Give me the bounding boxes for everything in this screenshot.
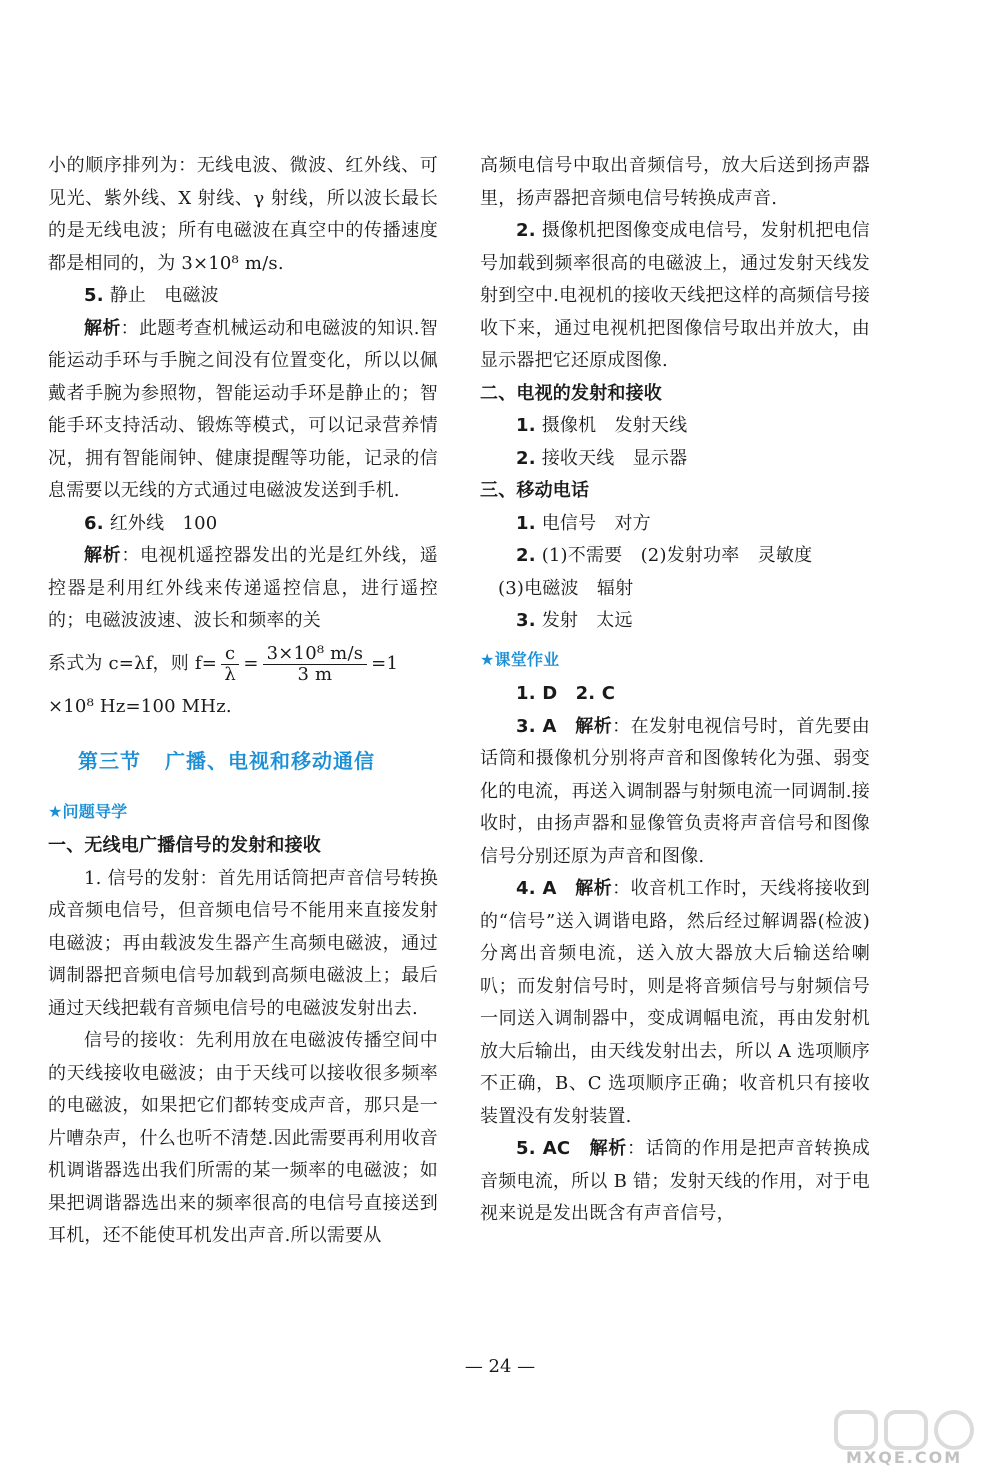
formula-continuation: ×10⁸ Hz=100 MHz. (48, 695, 232, 717)
page-number: — 24 — (464, 1356, 536, 1377)
paragraph-audio-out: 高频电信号中取出音频信号，放大后送到扬声器里，扬声器把音频电信号转换成声音. (480, 155, 870, 209)
mobile-answer-2: 2. (1)不需要 (2)发射功率 灵敏度 (516, 545, 813, 566)
mobile-answer-2-cont: (3)电磁波 辐射 (498, 577, 634, 599)
fraction-c-lambda: $\frac{c}{\lambda}$ (221, 644, 239, 685)
explanation-6: 解析：电视机遥控器发出的光是红外线，遥控器是利用红外线来传递遥控信息，进行遥控的；电磁波波速、波长和频率的关 (48, 545, 438, 631)
tv-answer-2: 2. 接收天线 显示器 (516, 447, 688, 469)
watermark-text: MXQE.COM (846, 1448, 963, 1467)
answer-3: 3. A 解析：在发射电视信号时，首先要由话筒和摄像机分别将声音和图像转化为强、弱变化的电流，再送入调制器与射频电流一同调制.接收时，由扬声器和显像管负责将声音信号和图像信号分别还原为声音和图像. (480, 715, 870, 867)
fraction-speed-wavelength: $\frac{\text{3×10⁸ m/s}}{3 m}$ (263, 644, 368, 685)
heading-problem-guide: ★问题导学 (48, 801, 128, 821)
paragraph-signal-receive: 信号的接收：先利用放在电磁波传播空间中的天线接收电磁波；由于天线可以接收很多频率的电磁波，如果把它们都转变成声音，那只是一片嘈杂声，什么也听不清楚.因此需要再利用收音机调谐器选出我们所需的某一频率的电磁波；如果把调谐器选出来的频率很高的电信号直接送到耳机，还不能使耳机发出声音.所以需要从 (48, 1030, 438, 1246)
left-column (48, 150, 438, 1253)
paragraph-camera: 2. 摄像机把图像变成电信号，发射机把电信号加载到频率很高的电磁波上，通过发射天线发射到空中.电视机的接收天线把这样的高频信号接收下来，通过电视机把图像信号取出并放大，由显示器把它还原成图像. (480, 220, 870, 371)
heading-radio: 一、无线电广播信号的发射和接收 (48, 835, 321, 856)
answer-5: 5. 静止 电磁波 (84, 285, 219, 306)
answer-5-right: 5. AC 解析：话筒的作用是把声音转换成音频电流，所以 B 错；发射天线的作用，对于电视来说是发出既含有声音信号， (480, 1138, 870, 1224)
heading-classwork: ★课堂作业 (480, 649, 560, 669)
right-column (480, 150, 870, 1231)
answer-4: 4. A 解析：收音机工作时，天线将接收到的“信号”送入调谐电路，然后经过解调器(检波)分离出音频电流，送入放大器放大后输送给喇叭；而发射信号时，则是将音频信号与射频信号一同送入调制器中，变成调幅电流，再由发射机放大后输出，由天线发射出去，所以 A 选项顺序不正确，B、C 选项顺序正确；收音机只有接收装置没有发射装置. (480, 878, 870, 1127)
heading-tv: 二、电视的发射和接收 (480, 382, 662, 404)
paragraph-wavelength: 小的顺序排列为：无线电波、微波、红外线、可见光、紫外线、X 射线、γ 射线，所以波长最长的是无线电波；所有电磁波在真空中的传播速度都是相同的，为 3×10⁸ m/s. (48, 155, 438, 274)
section-title: 第三节 广播、电视和移动通信 (78, 749, 375, 773)
mobile-answer-1: 1. 电信号 对方 (516, 512, 651, 534)
answer-6: 6. 红外线 100 (84, 512, 218, 534)
heading-mobile: 三、移动电话 (480, 480, 590, 501)
answers-1-2: 1. D 2. C (516, 683, 616, 704)
explanation-5: 解析：此题考查机械运动和电磁波的知识.智能运动手环与手腕之间没有位置变化，所以以佩戴者手腕为参照物，智能运动手环是静止的；智能手环支持活动、锻炼等模式，可以记录营养情况，拥有智能闹钟、健康提醒等功能，记录的信息需要以无线的方式通过电磁波发送到手机. (48, 317, 438, 501)
tv-answer-1: 1. 摄像机 发射天线 (516, 415, 688, 436)
paragraph-signal-send: 1. 信号的发射：首先用话筒把声音信号转换成音频电信号，但音频电信号不能用来直接发射电磁波；再由载波发生器产生高频电磁波，通过调制器把音频电信号加载到高频电磁波上；最后通过天线把载有音频电信号的电磁波发射出去. (48, 867, 438, 1019)
frequency-formula: 系式为 c=λf，则 f= $\frac{c}{\lambda}$ = $\frac{\text{3×10⁸ m/s}}{3 m}$ =1 (48, 642, 399, 685)
mobile-answer-3: 3. 发射 太远 (516, 610, 633, 631)
